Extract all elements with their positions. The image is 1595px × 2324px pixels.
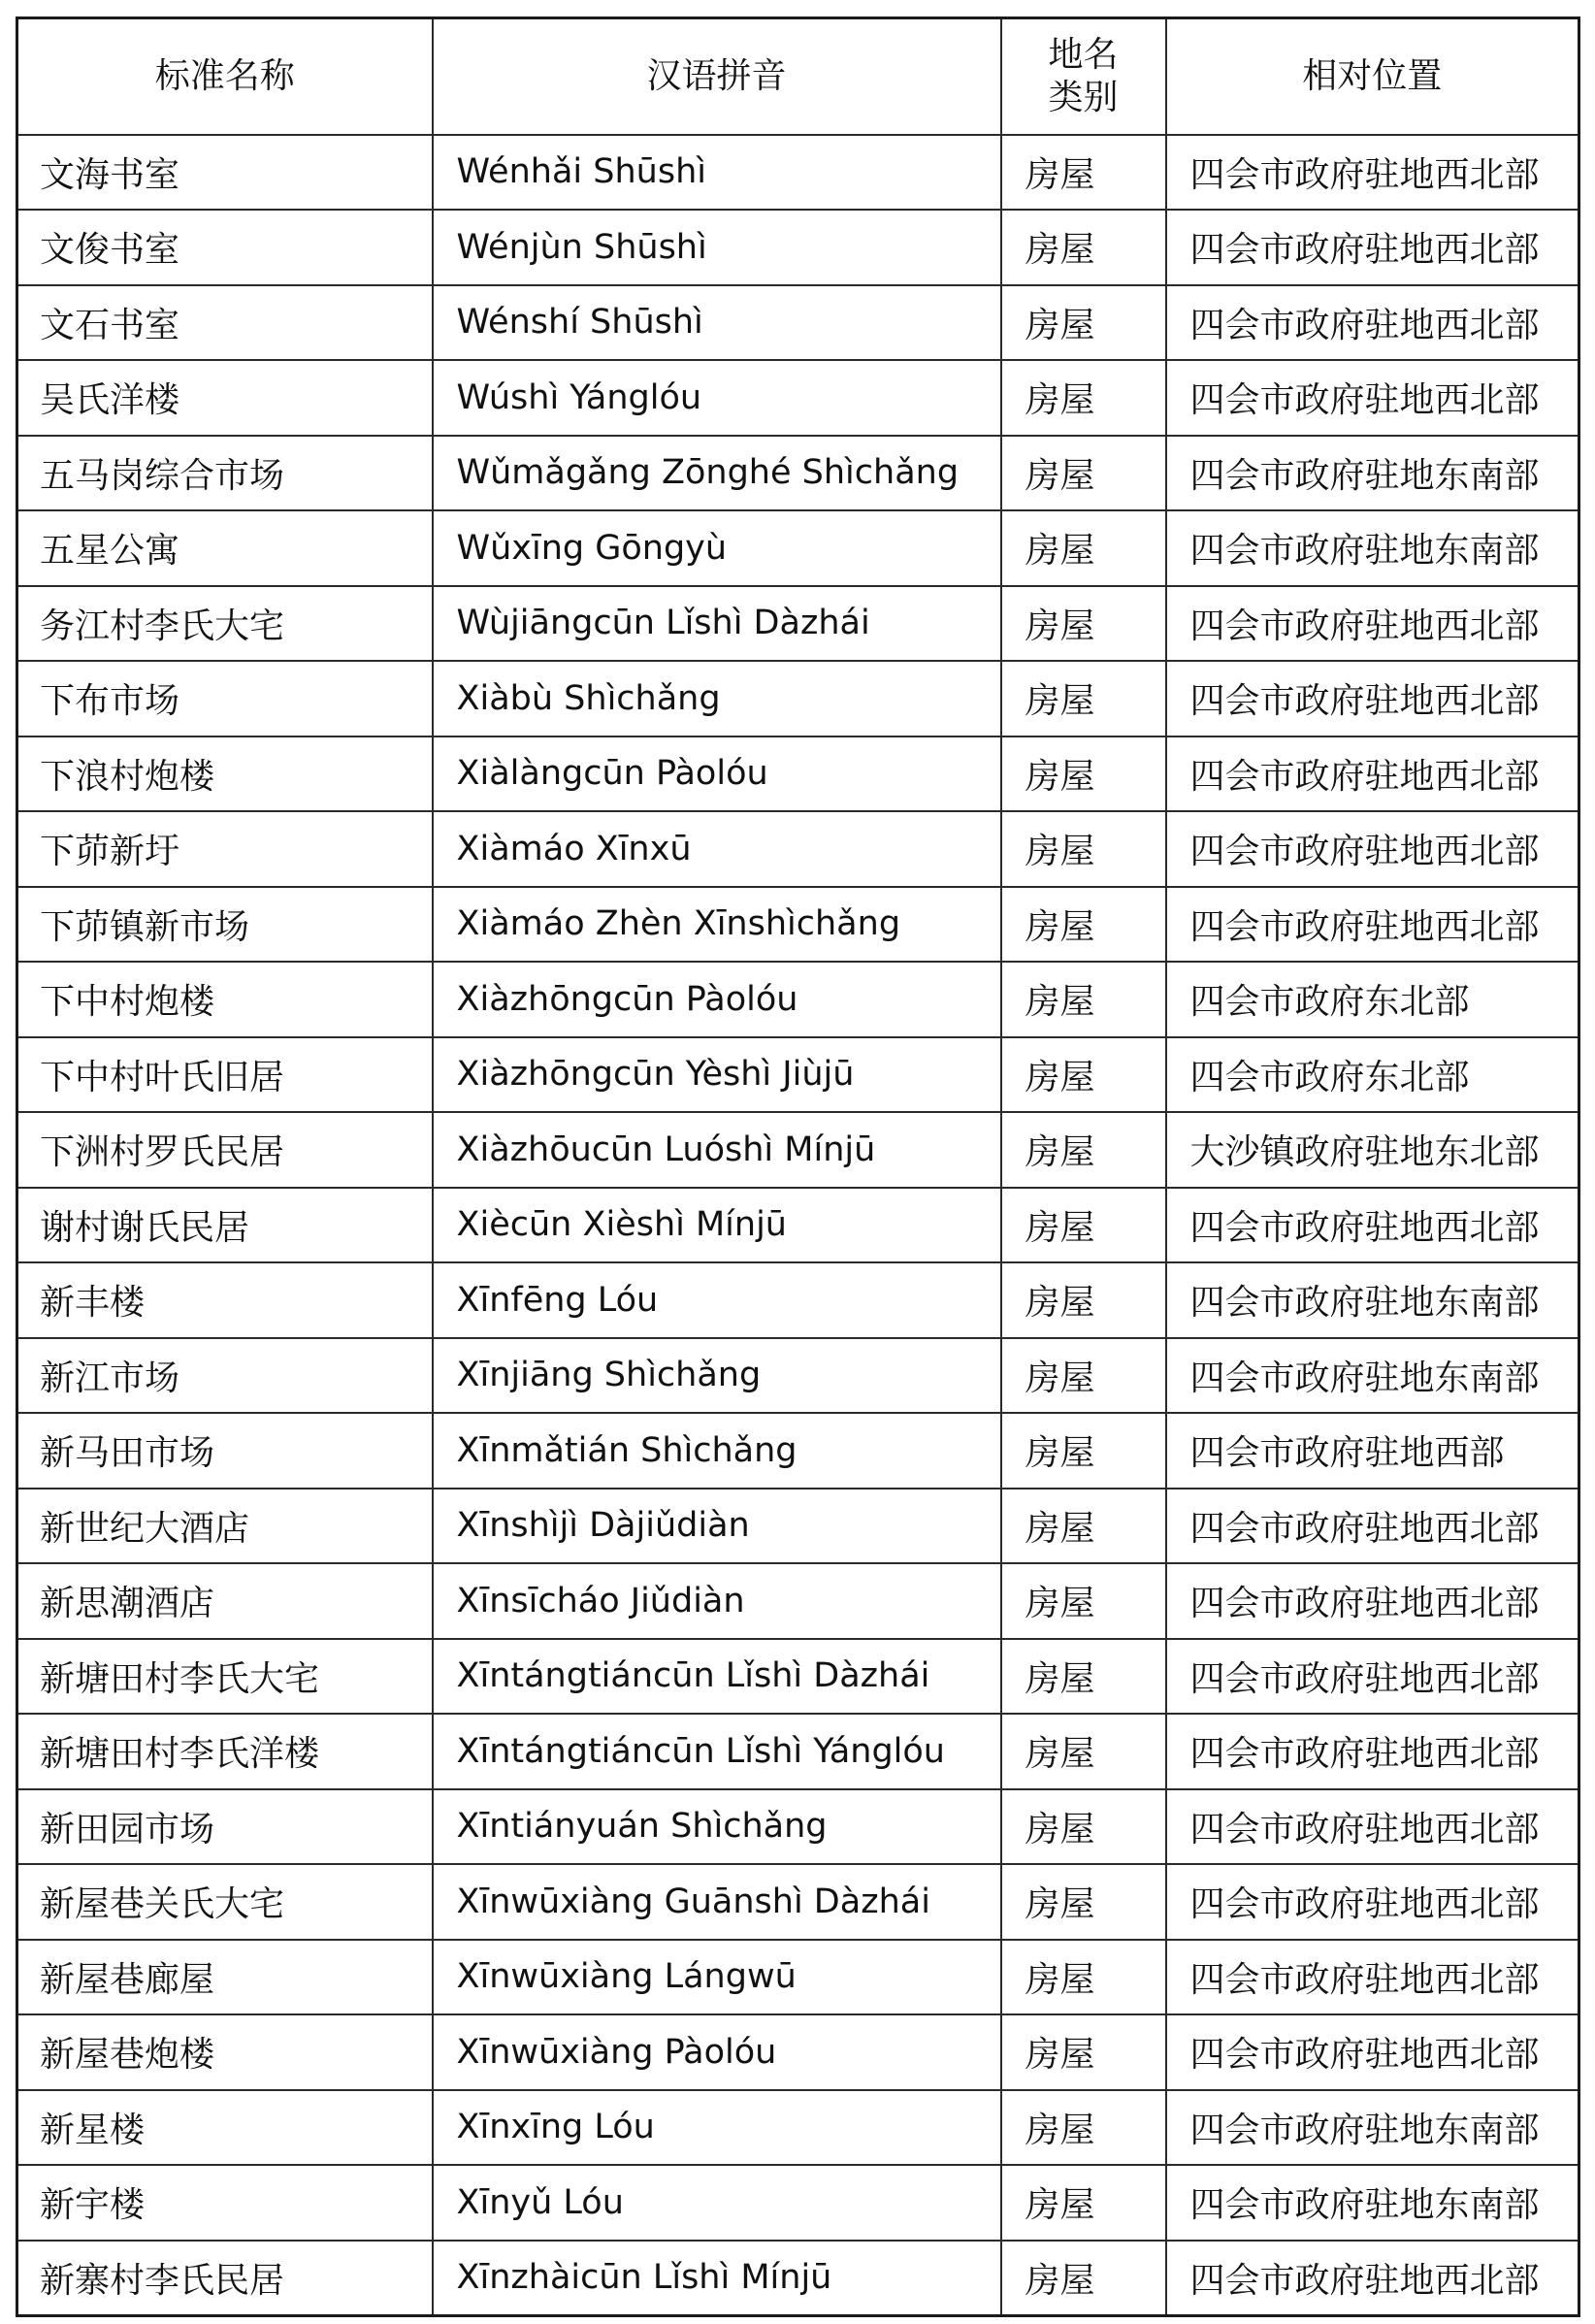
cell-pinyin: Wǔxīng Gōngyù: [433, 510, 1001, 586]
cell-relative-location: 四会市政府驻地西北部: [1166, 1864, 1579, 1940]
cell-relative-location: 四会市政府东北部: [1166, 962, 1579, 1037]
cell-category: 房屋: [1001, 1338, 1166, 1414]
cell-relative-location: 四会市政府驻地东南部: [1166, 436, 1579, 511]
header-category-line1: 地名: [1048, 34, 1119, 75]
cell-pinyin: Xīnyǔ Lóu: [433, 2165, 1001, 2241]
cell-pinyin: Xīnwūxiàng Lángwū: [433, 1940, 1001, 2015]
table-row: [17, 661, 1579, 736]
cell-standard-name: 下中村炮楼: [17, 962, 433, 1037]
table-row: [17, 1188, 1579, 1263]
cell-category: 房屋: [1001, 1489, 1166, 1564]
cell-pinyin: Wùjiāngcūn Lǐshì Dàzhái: [433, 586, 1001, 662]
cell-pinyin: Wénhǎi Shūshì: [433, 135, 1001, 211]
table-row: [17, 436, 1579, 511]
table-row: [17, 586, 1579, 662]
cell-relative-location: 四会市政府驻地西北部: [1166, 661, 1579, 736]
cell-standard-name: 新田园市场: [17, 1789, 433, 1865]
cell-category: 房屋: [1001, 586, 1166, 662]
cell-relative-location: 四会市政府驻地西北部: [1166, 1563, 1579, 1639]
table-row: [17, 1112, 1579, 1188]
cell-relative-location: 四会市政府驻地西北部: [1166, 135, 1579, 211]
cell-relative-location: 四会市政府驻地西北部: [1166, 210, 1579, 285]
cell-standard-name: 新星楼: [17, 2090, 433, 2166]
cell-standard-name: 务江村李氏大宅: [17, 586, 433, 662]
cell-standard-name: 新寨村李氏民居: [17, 2241, 433, 2316]
cell-standard-name: 新思潮酒店: [17, 1563, 433, 1639]
cell-pinyin: Xīntángtiáncūn Lǐshì Yánglóu: [433, 1714, 1001, 1789]
cell-pinyin: Wénjùn Shūshì: [433, 210, 1001, 285]
cell-relative-location: 四会市政府驻地东南部: [1166, 1262, 1579, 1338]
cell-relative-location: 四会市政府驻地西北部: [1166, 285, 1579, 361]
cell-category: 房屋: [1001, 1262, 1166, 1338]
table-row: [17, 1714, 1579, 1789]
cell-pinyin: Xiècūn Xièshì Mínjū: [433, 1188, 1001, 1263]
cell-category: 房屋: [1001, 135, 1166, 211]
cell-pinyin: Xiàzhōucūn Luóshì Mínjū: [433, 1112, 1001, 1188]
cell-pinyin: Xīnsīcháo Jiǔdiàn: [433, 1563, 1001, 1639]
table-row: [17, 210, 1579, 285]
table-row: [17, 887, 1579, 963]
cell-standard-name: 新屋巷关氏大宅: [17, 1864, 433, 1940]
cell-standard-name: 新塘田村李氏大宅: [17, 1639, 433, 1715]
cell-pinyin: Xiàlàngcūn Pàolóu: [433, 736, 1001, 812]
cell-category: 房屋: [1001, 2014, 1166, 2090]
header-row: [17, 18, 1579, 135]
cell-standard-name: 新屋巷炮楼: [17, 2014, 433, 2090]
cell-relative-location: 四会市政府驻地东南部: [1166, 2090, 1579, 2166]
cell-category: 房屋: [1001, 1789, 1166, 1865]
cell-standard-name: 下布市场: [17, 661, 433, 736]
cell-standard-name: 吴氏洋楼: [17, 360, 433, 436]
cell-pinyin: Wénshí Shūshì: [433, 285, 1001, 361]
cell-relative-location: 四会市政府驻地西北部: [1166, 1940, 1579, 2015]
header-pinyin: 汉语拼音: [433, 18, 1001, 135]
cell-category: 房屋: [1001, 661, 1166, 736]
cell-standard-name: 文海书室: [17, 135, 433, 211]
cell-category: 房屋: [1001, 285, 1166, 361]
table-row: [17, 2090, 1579, 2166]
cell-relative-location: 四会市政府驻地西北部: [1166, 1188, 1579, 1263]
table-row: [17, 1413, 1579, 1489]
cell-pinyin: Xīnxīng Lóu: [433, 2090, 1001, 2166]
cell-category: 房屋: [1001, 811, 1166, 887]
cell-relative-location: 四会市政府东北部: [1166, 1037, 1579, 1113]
cell-relative-location: 四会市政府驻地西北部: [1166, 586, 1579, 662]
cell-relative-location: 四会市政府驻地西北部: [1166, 887, 1579, 963]
cell-standard-name: 下茆新圩: [17, 811, 433, 887]
table-header: [17, 18, 1579, 135]
cell-standard-name: 下浪村炮楼: [17, 736, 433, 812]
cell-relative-location: 四会市政府驻地西北部: [1166, 2241, 1579, 2316]
cell-pinyin: Xīntiányuán Shìchǎng: [433, 1789, 1001, 1865]
cell-pinyin: Xiàzhōngcūn Pàolóu: [433, 962, 1001, 1037]
cell-category: 房屋: [1001, 360, 1166, 436]
cell-standard-name: 新马田市场: [17, 1413, 433, 1489]
cell-category: 房屋: [1001, 436, 1166, 511]
cell-category: 房屋: [1001, 1639, 1166, 1715]
table-row: [17, 510, 1579, 586]
cell-category: 房屋: [1001, 2241, 1166, 2316]
cell-standard-name: 新塘田村李氏洋楼: [17, 1714, 433, 1789]
cell-pinyin: Xiàmáo Xīnxū: [433, 811, 1001, 887]
table-row: [17, 2241, 1579, 2316]
table-row: [17, 736, 1579, 812]
table-row: [17, 1639, 1579, 1715]
table-row: [17, 2014, 1579, 2090]
table-row: [17, 1489, 1579, 1564]
cell-standard-name: 新丰楼: [17, 1262, 433, 1338]
cell-pinyin: Xiàbù Shìchǎng: [433, 661, 1001, 736]
cell-pinyin: Xīnwūxiàng Pàolóu: [433, 2014, 1001, 2090]
cell-standard-name: 五星公寓: [17, 510, 433, 586]
header-standard-name: 标准名称: [17, 18, 433, 135]
cell-category: 房屋: [1001, 962, 1166, 1037]
cell-relative-location: 四会市政府驻地西北部: [1166, 1714, 1579, 1789]
header-relative-location: 相对位置: [1166, 18, 1579, 135]
cell-relative-location: 大沙镇政府驻地东北部: [1166, 1112, 1579, 1188]
cell-category: 房屋: [1001, 510, 1166, 586]
table-row: [17, 1789, 1579, 1865]
cell-relative-location: 四会市政府驻地西北部: [1166, 360, 1579, 436]
cell-standard-name: 下茆镇新市场: [17, 887, 433, 963]
cell-category: 房屋: [1001, 1037, 1166, 1113]
cell-relative-location: 四会市政府驻地西北部: [1166, 736, 1579, 812]
cell-standard-name: 文石书室: [17, 285, 433, 361]
cell-pinyin: Xīnjiāng Shìchǎng: [433, 1338, 1001, 1414]
cell-relative-location: 四会市政府驻地西北部: [1166, 1489, 1579, 1564]
header-category: [1001, 18, 1166, 135]
cell-pinyin: Xīnshìjì Dàjiǔdiàn: [433, 1489, 1001, 1564]
cell-category: 房屋: [1001, 1188, 1166, 1263]
header-category-line2: 类别: [1048, 77, 1119, 117]
place-name-table: [16, 16, 1580, 2317]
cell-relative-location: 四会市政府驻地西北部: [1166, 811, 1579, 887]
cell-category: 房屋: [1001, 1714, 1166, 1789]
table-row: [17, 1864, 1579, 1940]
cell-category: 房屋: [1001, 887, 1166, 963]
table-row: [17, 1037, 1579, 1113]
table-row: [17, 811, 1579, 887]
cell-standard-name: 五马岗综合市场: [17, 436, 433, 511]
cell-standard-name: 文俊书室: [17, 210, 433, 285]
cell-pinyin: Xiàmáo Zhèn Xīnshìchǎng: [433, 887, 1001, 963]
cell-standard-name: 下中村叶氏旧居: [17, 1037, 433, 1113]
table-row: [17, 1262, 1579, 1338]
cell-standard-name: 新屋巷廊屋: [17, 1940, 433, 2015]
cell-standard-name: 新宇楼: [17, 2165, 433, 2241]
cell-pinyin: Xīnmǎtián Shìchǎng: [433, 1413, 1001, 1489]
cell-pinyin: Xīnzhàicūn Lǐshì Mínjū: [433, 2241, 1001, 2316]
cell-standard-name: 下洲村罗氏民居: [17, 1112, 433, 1188]
cell-pinyin: Xīnfēng Lóu: [433, 1262, 1001, 1338]
cell-pinyin: Wǔmǎgǎng Zōnghé Shìchǎng: [433, 436, 1001, 511]
table-row: [17, 360, 1579, 436]
cell-pinyin: Wúshì Yánglóu: [433, 360, 1001, 436]
cell-relative-location: 四会市政府驻地东南部: [1166, 1338, 1579, 1414]
table-row: [17, 962, 1579, 1037]
cell-relative-location: 四会市政府驻地东南部: [1166, 2165, 1579, 2241]
cell-standard-name: 新江市场: [17, 1338, 433, 1414]
cell-relative-location: 四会市政府驻地东南部: [1166, 510, 1579, 586]
cell-category: 房屋: [1001, 210, 1166, 285]
cell-category: 房屋: [1001, 2090, 1166, 2166]
table-row: [17, 285, 1579, 361]
cell-standard-name: 谢村谢氏民居: [17, 1188, 433, 1263]
table-row: [17, 1338, 1579, 1414]
cell-relative-location: 四会市政府驻地西部: [1166, 1413, 1579, 1489]
table-row: [17, 1940, 1579, 2015]
cell-category: 房屋: [1001, 1112, 1166, 1188]
cell-relative-location: 四会市政府驻地西北部: [1166, 1789, 1579, 1865]
cell-category: 房屋: [1001, 1413, 1166, 1489]
cell-category: 房屋: [1001, 1940, 1166, 2015]
table-row: [17, 2165, 1579, 2241]
cell-pinyin: Xīnwūxiàng Guānshì Dàzhái: [433, 1864, 1001, 1940]
cell-relative-location: 四会市政府驻地西北部: [1166, 1639, 1579, 1715]
cell-standard-name: 新世纪大酒店: [17, 1489, 433, 1564]
cell-category: 房屋: [1001, 2165, 1166, 2241]
cell-pinyin: Xīntángtiáncūn Lǐshì Dàzhái: [433, 1639, 1001, 1715]
table-body: [17, 135, 1579, 2316]
table-row: [17, 135, 1579, 211]
cell-pinyin: Xiàzhōngcūn Yèshì Jiùjū: [433, 1037, 1001, 1113]
cell-relative-location: 四会市政府驻地西北部: [1166, 2014, 1579, 2090]
cell-category: 房屋: [1001, 736, 1166, 812]
cell-category: 房屋: [1001, 1563, 1166, 1639]
table-row: [17, 1563, 1579, 1639]
cell-category: 房屋: [1001, 1864, 1166, 1940]
